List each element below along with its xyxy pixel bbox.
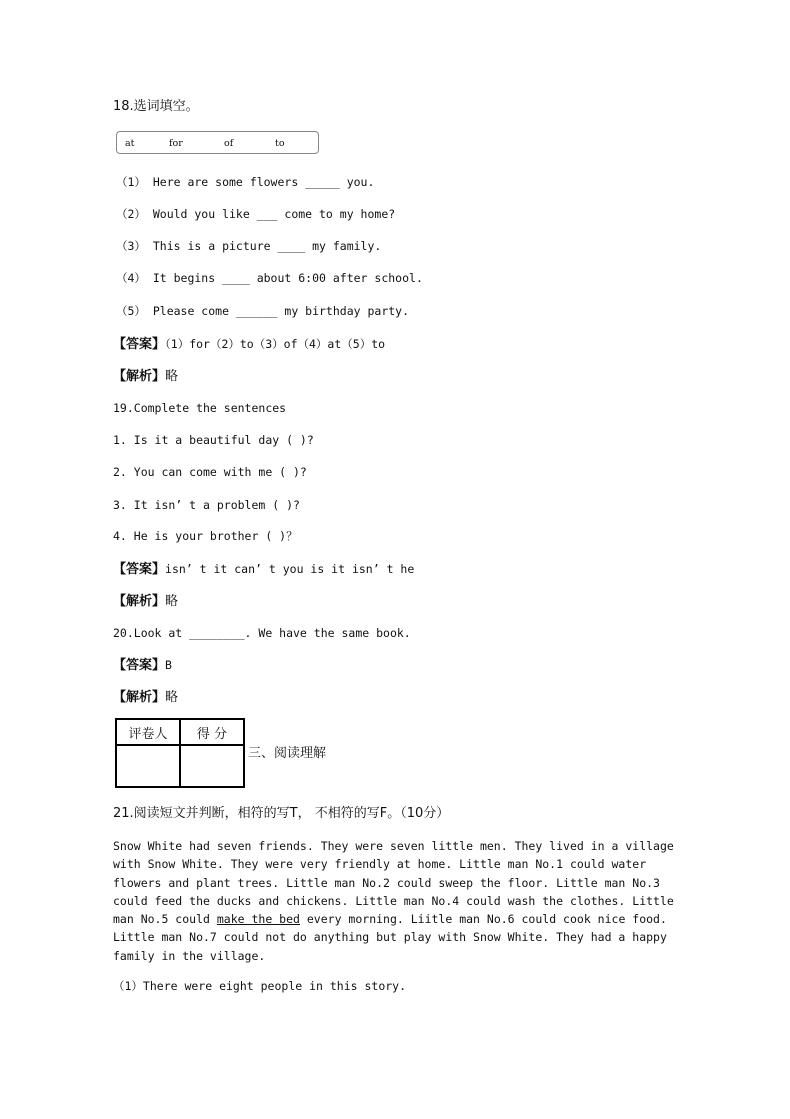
answer-text: B: [165, 658, 172, 672]
q20-answer: [113, 654, 172, 673]
q19-item-1: 1. Is it a beautiful day ( )?: [113, 433, 314, 447]
score-table-grader-cell[interactable]: [116, 745, 180, 787]
q18-item-4: （4） It begins ____ about 6:00 after school.: [116, 271, 423, 285]
q19-analysis: [113, 590, 178, 609]
word-bank-item: at: [125, 138, 135, 149]
analysis-text: 略: [165, 690, 179, 705]
q19-title: 19.Complete the sentences: [113, 401, 287, 415]
answer-text: （1）for（2）to（3）of（4）at（5）to: [165, 337, 386, 351]
answer-text: isn’ t it can’ t you is it isn’ t he: [165, 562, 415, 576]
q21-item-1: （1）There were eight people in this story.: [113, 979, 407, 993]
q19-item-4: 4. He is your brother ( )？: [113, 529, 298, 543]
word-bank-item: to: [275, 138, 285, 149]
analysis-label: 【解析】: [113, 690, 166, 705]
q18-title: 18.选词填空。: [113, 99, 199, 114]
section-title: 三、阅读理解: [248, 746, 327, 761]
analysis-label: 【解析】: [113, 369, 166, 384]
q18-item-3: （3） This is a picture ____ my family.: [116, 239, 382, 253]
passage-text-after: every morning. Liitle man No.6 could cook nice food. Little man No.7 could not do anything but play with Snow White. They had a happy family in the village.: [113, 912, 667, 963]
word-bank-box: [116, 131, 319, 154]
analysis-text: 略: [165, 369, 179, 384]
q21-title: 21.阅读短文并判断，相符的写T， 不相符的写F。（10分）: [113, 806, 450, 821]
q19-item-3: 3. It isn’ t a problem ( )?: [113, 498, 300, 512]
score-table-grader-header: 评卷人: [116, 719, 180, 745]
score-table: [115, 718, 245, 788]
q18-item-5: （5） Please come ______ my birthday party.: [116, 304, 410, 318]
answer-label: 【答案】: [113, 562, 166, 577]
score-table-score-cell[interactable]: [180, 745, 244, 787]
score-table-score-header: 得 分: [180, 719, 244, 745]
q19-answer: [113, 558, 414, 577]
q18-answer: [113, 333, 385, 352]
answer-label: 【答案】: [113, 337, 166, 352]
reading-passage: [113, 837, 683, 965]
q18-analysis: [113, 365, 178, 384]
q20-title: 20.Look at ________. We have the same book.: [113, 626, 411, 640]
passage-underlined-phrase: make the bed: [216, 912, 300, 927]
analysis-label: 【解析】: [113, 594, 166, 609]
answer-label: 【答案】: [113, 658, 166, 673]
q18-item-1: （1） Here are some flowers _____ you.: [116, 175, 375, 189]
passage-text-before: Snow White had seven friends. They were seven little men. They lived in a village with Snow White. They were very friendly at home. Little man No.1 could water flowers and plant trees. Little man No.2 could sweep the floor. Little man No.3 could feed the ducks and chickens. Little man No.4 could wash the clothes. Little man No.5 could: [113, 839, 674, 927]
word-bank-item: for: [169, 138, 183, 149]
q19-item-2: 2. You can come with me ( )?: [113, 465, 307, 479]
word-bank-item: of: [224, 138, 234, 149]
q20-analysis: [113, 686, 178, 705]
analysis-text: 略: [165, 594, 179, 609]
q18-item-2: （2） Would you like ___ come to my home?: [116, 207, 396, 221]
